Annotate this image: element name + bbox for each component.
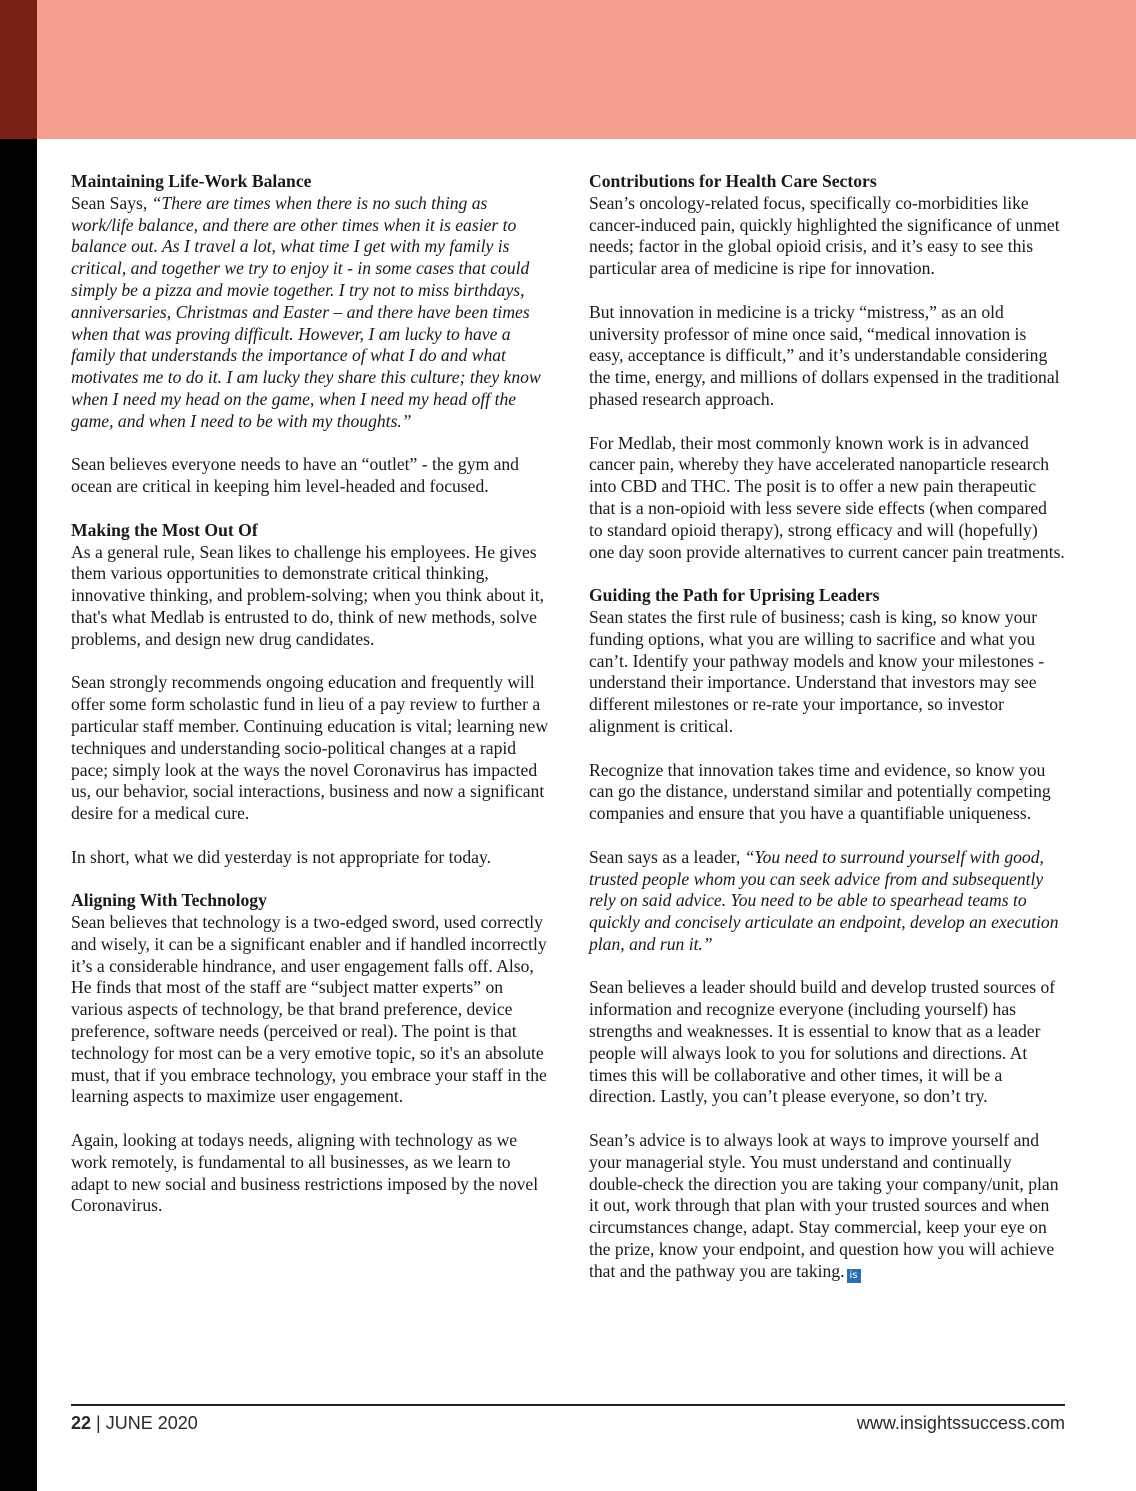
footer-page-info [71, 1413, 198, 1434]
footer-divider [71, 1404, 1065, 1406]
left-column [71, 171, 549, 1239]
paragraph: Sean believes everyone needs to have an “outlet” - the gym and ocean are critical in keeping him level-headed and focused. [71, 454, 519, 497]
right-column [589, 171, 1065, 1305]
section-heading-making-the-most: Making the Most Out Of [71, 519, 258, 540]
paragraph: Sean’s oncology-related focus, specifically co-morbidities like cancer-induced pain, quickly highlighted the significance of unmet needs; factor in the global opioid crisis, and it’s easy to see this particular area of medicine is ripe for innovation. [589, 192, 1060, 279]
footer-website[interactable]: www.insightssuccess.com [856, 1413, 1065, 1433]
paragraph: But innovation in medicine is a tricky “mistress,” as an old university professor of mine once said, “medical innovation is easy, acceptance is difficult,” and it’s understandable considering the time, energy, and millions of dollars expensed in the traditional phased research approach. [589, 301, 1060, 409]
issue-date: JUNE 2020 [105, 1413, 198, 1433]
paragraph: Sean believes that technology is a two-edged sword, used correctly and wisely, it can be a significant enabler and if handled incorrectly it’s a considerable hindrance, and user engagement falls off. Also, He finds that most of the staff are “subject matter experts” on various aspects of technology, be that brand preference, device preference, software needs (perceived or real). The point is that technology for most can be a very emotive topic, so it's an absolute must, that if you embrace technology, you embrace your staff in the learning aspects to maximize user engagement. [71, 912, 547, 1107]
quote-text: “You need to surround yourself with good, trusted people whom you can seek advice from and subsequently rely on said advice. You need to be able to spearhead teams to quickly and concisely articulate an endpoint, develop an execution plan, and run it.” [589, 846, 1059, 954]
paragraph: Sean believes a leader should build and develop trusted sources of information and recognize everyone (including yourself) has strengths and weaknesses. It is essential to know that as a leader people will always look to you for solutions and directions. At times this will be collaborative and other times, it will be a direction. Lastly, you can’t please everyone, so don’t try. [589, 977, 1056, 1107]
top-banner [37, 0, 1136, 139]
paragraph [589, 1130, 1065, 1283]
paragraph: As a general rule, Sean likes to challenge his employees. He gives them various opportunities to demonstrate critical thinking, innovative thinking, and problem-solving; when you think about it, that's what Medlab is entrusted to do, think of new methods, solve problems, and design new drug candidates. [71, 541, 545, 649]
paragraph: Sean strongly recommends ongoing education and frequently will offer some form scholastic fund in lieu of a pay review to further a particular staff member. Continuing education is vital; learning new techniques and understanding socio-political changes at a rapid pace; simply look at the ways the novel Coronavirus has impacted us, our behavior, social interactions, business and now a significant desire for a medical cure. [71, 672, 549, 824]
paragraph [589, 847, 1065, 956]
closing-text: Sean’s advice is to always look at ways to improve yourself and your managerial style. You must understand and continually double-check the direction you are taking your company/unit, plan it out, work through that plan with your trusted sources and when circumstances change, adapt. Stay commercial, keep your eye on the prize, know your endpoint, and question how you will achieve that and the pathway you are taking. [589, 1130, 1059, 1281]
section-heading-life-work-balance: Maintaining Life-Work Balance [71, 171, 312, 191]
quote-lead: Sean says as a leader, [589, 846, 745, 867]
section-heading-aligning-technology: Aligning With Technology [71, 890, 267, 911]
footer-separator: | [91, 1413, 106, 1433]
end-of-article-icon: is [847, 1269, 861, 1283]
left-edge-bar [0, 0, 37, 1491]
page-number: 22 [71, 1413, 92, 1433]
paragraph: In short, what we did yesterday is not appropriate for today. [71, 846, 492, 867]
quote-text: “There are times when there is no such thing as work/life balance, and there are other times when it is easier to balance out. As I travel a lot, what time I get with my family is critical, and together we try to enjoy it - in some cases that could simply be a pizza and movie together. I try not to miss birthdays, anniversaries, Christmas and Easter – and there have been times when that was proving difficult. However, I am lucky to have a family that understands the importance of what I do and what motivates me to do it. I am lucky they share this culture; they know when I need my head on the game, when I need my head off the game, and when I need to be with my thoughts.” [71, 192, 541, 431]
paragraph [71, 193, 549, 433]
section-heading-health-care: Contributions for Health Care Sectors [589, 171, 877, 191]
paragraph: Again, looking at todays needs, aligning with technology as we work remotely, is fundamental to all businesses, as we learn to adapt to new social and business restrictions imposed by the novel Coronavirus. [71, 1130, 539, 1216]
left-edge-accent [0, 0, 37, 139]
paragraph: Sean states the first rule of business; cash is king, so know your funding options, what you are willing to sacrifice and what you can’t. Identify your pathway models and know your milestones - understand their importance. Understand that investors may see different milestones or re-rate your importance, so investor alignment is critical. [589, 606, 1045, 736]
quote-lead: Sean Says, [71, 192, 152, 213]
paragraph: Recognize that innovation takes time and evidence, so know you can go the distance, understand similar and potentially competing companies and ensure that you have a quantifiable uniqueness. [589, 759, 1051, 824]
section-heading-uprising-leaders: Guiding the Path for Uprising Leaders [589, 585, 880, 606]
paragraph: For Medlab, their most commonly known work is in advanced cancer pain, whereby they have accelerated nanoparticle research into CBD and THC. The posit is to offer a new pain therapeutic that is a non-opioid with less severe side effects (when compared to standard opioid therapy), strong efficacy and will (hopefully) one day soon provide alternatives to current cancer pain treatments. [589, 432, 1065, 562]
